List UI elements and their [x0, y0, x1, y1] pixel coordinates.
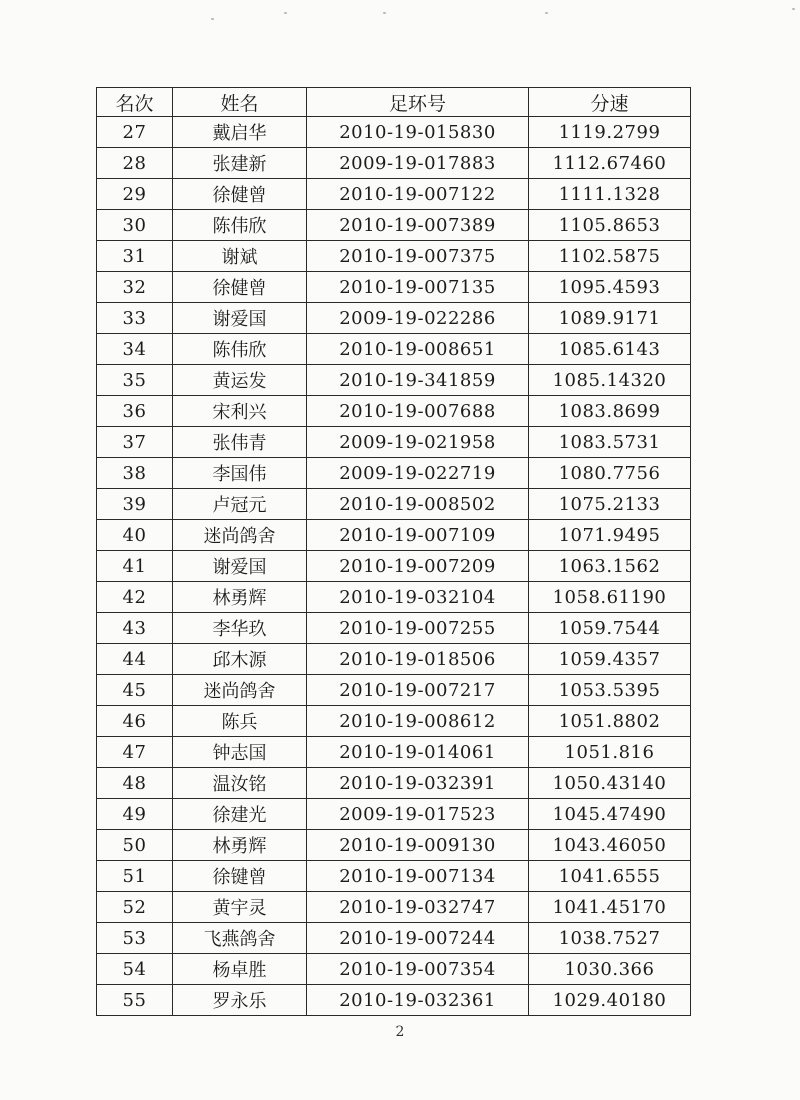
rank-cell: 47	[97, 737, 173, 768]
ranking-table	[96, 87, 691, 1016]
name-cell: 钟志国	[173, 737, 307, 768]
ring-number-cell: 2009-19-017523	[307, 799, 529, 830]
rank-cell: 54	[97, 954, 173, 985]
header-row	[97, 88, 691, 117]
rank-cell: 46	[97, 706, 173, 737]
table-header	[97, 88, 691, 117]
ring-number-cell: 2010-19-014061	[307, 737, 529, 768]
name-cell: 徐建光	[173, 799, 307, 830]
ring-number-cell: 2010-19-007255	[307, 613, 529, 644]
table-row	[97, 737, 691, 768]
speed-cell: 1083.8699	[529, 396, 691, 427]
ring-number-cell: 2010-19-032747	[307, 892, 529, 923]
ring-number-cell: 2010-19-007389	[307, 210, 529, 241]
scan-speck	[284, 12, 287, 14]
speed-cell: 1119.2799	[529, 117, 691, 148]
scan-speck	[792, 8, 795, 10]
ring-number-cell: 2010-19-007134	[307, 861, 529, 892]
table-row	[97, 892, 691, 923]
table-row	[97, 985, 691, 1016]
name-cell: 杨卓胜	[173, 954, 307, 985]
name-cell: 邱木源	[173, 644, 307, 675]
rank-cell: 53	[97, 923, 173, 954]
rank-cell: 52	[97, 892, 173, 923]
header-name: 姓名	[173, 88, 307, 117]
speed-cell: 1102.5875	[529, 241, 691, 272]
ring-number-cell: 2010-19-009130	[307, 830, 529, 861]
rank-cell: 31	[97, 241, 173, 272]
table-body	[97, 117, 691, 1016]
speed-cell: 1059.4357	[529, 644, 691, 675]
name-cell: 徐键曾	[173, 861, 307, 892]
ring-number-cell: 2010-19-007688	[307, 396, 529, 427]
speed-cell: 1075.2133	[529, 489, 691, 520]
rank-cell: 30	[97, 210, 173, 241]
rank-cell: 55	[97, 985, 173, 1016]
ring-number-cell: 2009-19-021958	[307, 427, 529, 458]
name-cell: 李国伟	[173, 458, 307, 489]
name-cell: 温汝铭	[173, 768, 307, 799]
table-row	[97, 148, 691, 179]
rank-cell: 51	[97, 861, 173, 892]
ring-number-cell: 2010-19-008612	[307, 706, 529, 737]
rank-cell: 27	[97, 117, 173, 148]
table-row	[97, 923, 691, 954]
speed-cell: 1063.1562	[529, 551, 691, 582]
table-row	[97, 551, 691, 582]
speed-cell: 1043.46050	[529, 830, 691, 861]
header-speed: 分速	[529, 88, 691, 117]
table-row	[97, 272, 691, 303]
speed-cell: 1080.7756	[529, 458, 691, 489]
ring-number-cell: 2010-19-007375	[307, 241, 529, 272]
name-cell: 谢斌	[173, 241, 307, 272]
rank-cell: 48	[97, 768, 173, 799]
ring-number-cell: 2010-19-015830	[307, 117, 529, 148]
name-cell: 黄宇灵	[173, 892, 307, 923]
ring-number-cell: 2010-19-032104	[307, 582, 529, 613]
scan-speck	[545, 12, 548, 14]
speed-cell: 1058.61190	[529, 582, 691, 613]
header-rank: 名次	[97, 88, 173, 117]
table-row	[97, 365, 691, 396]
ring-number-cell: 2009-19-022286	[307, 303, 529, 334]
header-ring-number: 足环号	[307, 88, 529, 117]
table-row	[97, 954, 691, 985]
name-cell: 谢爱国	[173, 303, 307, 334]
name-cell: 陈伟欣	[173, 210, 307, 241]
rank-cell: 28	[97, 148, 173, 179]
table-row	[97, 210, 691, 241]
name-cell: 张建新	[173, 148, 307, 179]
name-cell: 卢冠元	[173, 489, 307, 520]
name-cell: 黄运发	[173, 365, 307, 396]
speed-cell: 1089.9171	[529, 303, 691, 334]
ring-number-cell: 2010-19-341859	[307, 365, 529, 396]
speed-cell: 1112.67460	[529, 148, 691, 179]
rank-cell: 35	[97, 365, 173, 396]
speed-cell: 1095.4593	[529, 272, 691, 303]
table-row	[97, 706, 691, 737]
rank-cell: 34	[97, 334, 173, 365]
table-row	[97, 830, 691, 861]
rank-cell: 50	[97, 830, 173, 861]
table-row	[97, 799, 691, 830]
speed-cell: 1085.14320	[529, 365, 691, 396]
speed-cell: 1111.1328	[529, 179, 691, 210]
rank-cell: 41	[97, 551, 173, 582]
name-cell: 宋利兴	[173, 396, 307, 427]
ring-number-cell: 2010-19-008502	[307, 489, 529, 520]
rank-cell: 29	[97, 179, 173, 210]
table-row	[97, 768, 691, 799]
rank-cell: 37	[97, 427, 173, 458]
ring-number-cell: 2010-19-007217	[307, 675, 529, 706]
speed-cell: 1038.7527	[529, 923, 691, 954]
ring-number-cell: 2010-19-007209	[307, 551, 529, 582]
table-row	[97, 613, 691, 644]
table-row	[97, 520, 691, 551]
ring-number-cell: 2010-19-032391	[307, 768, 529, 799]
ring-number-cell: 2010-19-007109	[307, 520, 529, 551]
name-cell: 戴启华	[173, 117, 307, 148]
name-cell: 飞燕鸽舍	[173, 923, 307, 954]
ring-number-cell: 2010-19-007122	[307, 179, 529, 210]
name-cell: 罗永乐	[173, 985, 307, 1016]
table-row	[97, 675, 691, 706]
speed-cell: 1051.816	[529, 737, 691, 768]
name-cell: 迷尚鸽舍	[173, 675, 307, 706]
rank-cell: 40	[97, 520, 173, 551]
rank-cell: 44	[97, 644, 173, 675]
table-row	[97, 303, 691, 334]
name-cell: 徐健曾	[173, 179, 307, 210]
table-row	[97, 458, 691, 489]
rank-cell: 49	[97, 799, 173, 830]
ring-number-cell: 2010-19-007244	[307, 923, 529, 954]
speed-cell: 1053.5395	[529, 675, 691, 706]
table-row	[97, 644, 691, 675]
rank-cell: 45	[97, 675, 173, 706]
name-cell: 张伟青	[173, 427, 307, 458]
table-row	[97, 241, 691, 272]
speed-cell: 1030.366	[529, 954, 691, 985]
ring-number-cell: 2010-19-007135	[307, 272, 529, 303]
table-row	[97, 489, 691, 520]
speed-cell: 1041.6555	[529, 861, 691, 892]
speed-cell: 1045.47490	[529, 799, 691, 830]
table-row	[97, 179, 691, 210]
table-row	[97, 582, 691, 613]
table-row	[97, 334, 691, 365]
rank-cell: 39	[97, 489, 173, 520]
speed-cell: 1059.7544	[529, 613, 691, 644]
table-row	[97, 861, 691, 892]
page-number: 2	[395, 1024, 405, 1040]
rank-cell: 36	[97, 396, 173, 427]
table-row	[97, 117, 691, 148]
table-row	[97, 427, 691, 458]
name-cell: 谢爱国	[173, 551, 307, 582]
speed-cell: 1085.6143	[529, 334, 691, 365]
rank-cell: 32	[97, 272, 173, 303]
scan-speck	[211, 18, 214, 20]
table-row	[97, 396, 691, 427]
name-cell: 陈兵	[173, 706, 307, 737]
name-cell: 陈伟欣	[173, 334, 307, 365]
name-cell: 迷尚鸽舍	[173, 520, 307, 551]
ring-number-cell: 2010-19-018506	[307, 644, 529, 675]
speed-cell: 1105.8653	[529, 210, 691, 241]
ring-number-cell: 2010-19-032361	[307, 985, 529, 1016]
scan-speck	[383, 12, 386, 14]
ring-number-cell: 2009-19-022719	[307, 458, 529, 489]
speed-cell: 1041.45170	[529, 892, 691, 923]
ring-number-cell: 2009-19-017883	[307, 148, 529, 179]
name-cell: 林勇辉	[173, 582, 307, 613]
speed-cell: 1050.43140	[529, 768, 691, 799]
speed-cell: 1083.5731	[529, 427, 691, 458]
ring-number-cell: 2010-19-007354	[307, 954, 529, 985]
name-cell: 徐健曾	[173, 272, 307, 303]
ring-number-cell: 2010-19-008651	[307, 334, 529, 365]
rank-cell: 43	[97, 613, 173, 644]
speed-cell: 1029.40180	[529, 985, 691, 1016]
speed-cell: 1051.8802	[529, 706, 691, 737]
rank-cell: 33	[97, 303, 173, 334]
name-cell: 林勇辉	[173, 830, 307, 861]
rank-cell: 42	[97, 582, 173, 613]
speed-cell: 1071.9495	[529, 520, 691, 551]
rank-cell: 38	[97, 458, 173, 489]
name-cell: 李华玖	[173, 613, 307, 644]
